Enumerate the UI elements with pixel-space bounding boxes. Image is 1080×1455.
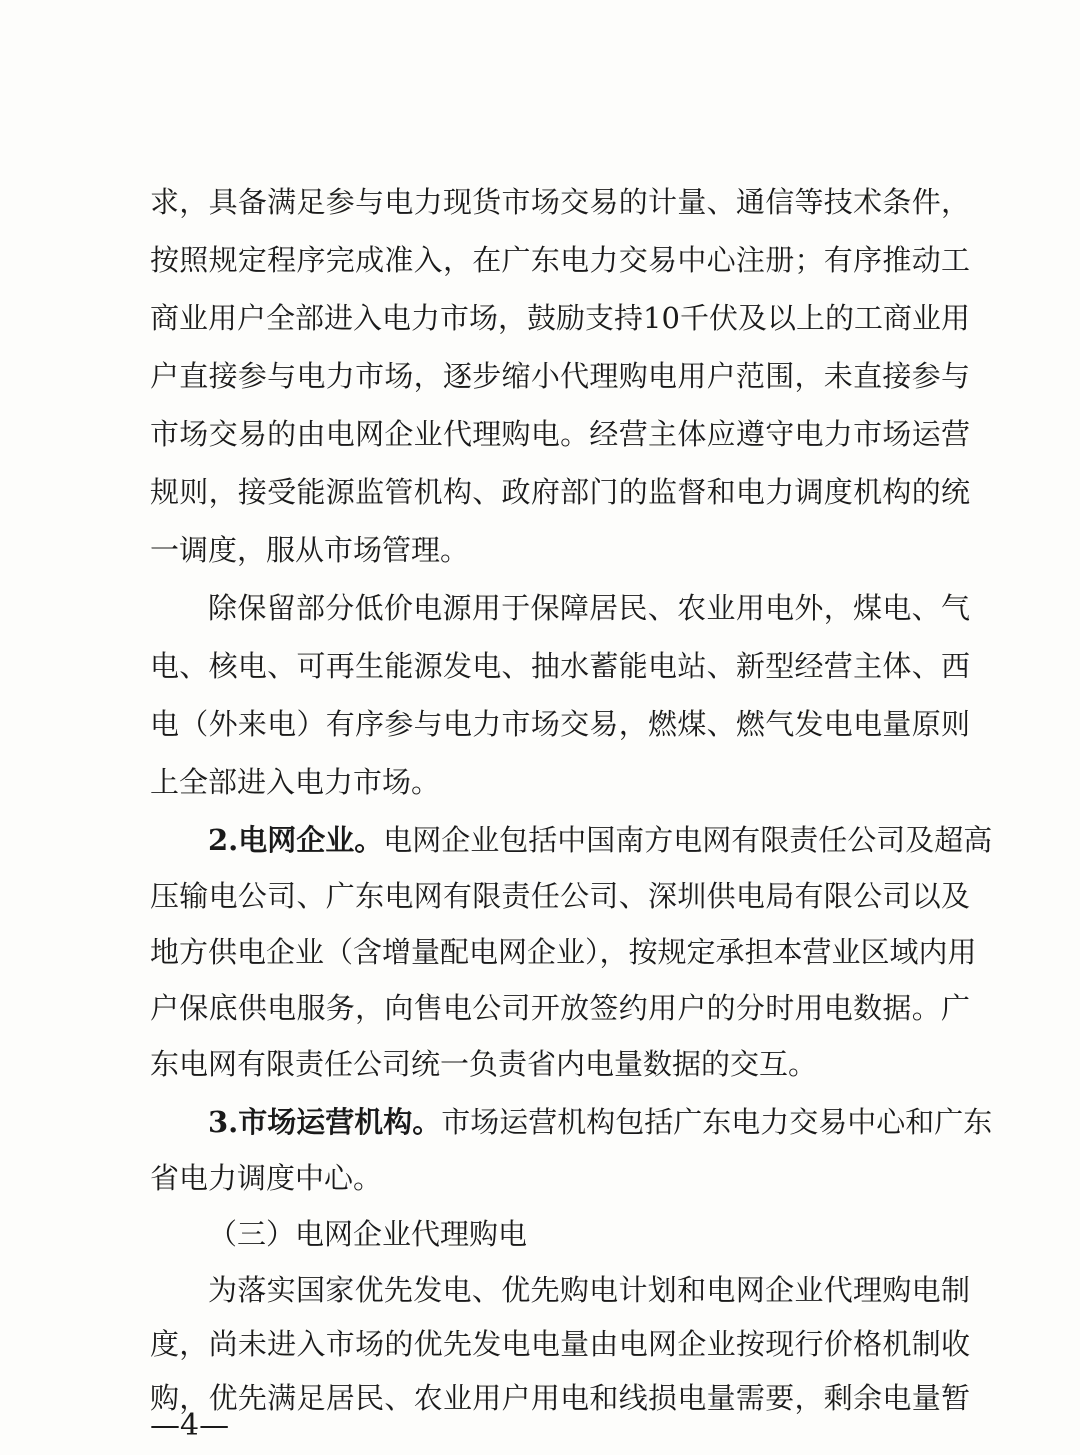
text-line: 度，尚未进入市场的优先发电电量由电网企业按现行价格机制收 bbox=[150, 1327, 970, 1361]
text-line: 地方供电企业（含增量配电网企业），按规定承担本营业区域内用 bbox=[150, 935, 977, 969]
text-line: 户直接参与电力市场，逐步缩小代理购电用户范围，未直接参与 bbox=[150, 359, 970, 393]
text-line: 求，具备满足参与电力现货市场交易的计量、通信等技术条件， bbox=[150, 185, 970, 219]
text-line: 压输电公司、广东电网有限责任公司、深圳供电局有限公司以及 bbox=[150, 879, 970, 913]
text-line: 电（外来电）有序参与电力市场交易，燃煤、燃气发电电量原则 bbox=[150, 707, 970, 741]
text-line: 户保底供电服务，向售电公司开放签约用户的分时用电数据。广 bbox=[150, 991, 970, 1025]
paragraph-first-line bbox=[208, 1100, 993, 1144]
heading-market-operator: 3.市场运营机构。 bbox=[208, 1105, 442, 1139]
text-line: 按照规定程序完成准入，在广东电力交易中心注册；有序推动工 bbox=[150, 243, 970, 277]
text-line: 一调度，服从市场管理。 bbox=[150, 533, 470, 567]
text-line: 购，优先满足居民、农业用户用电和线损电量需要，剩余电量暂 bbox=[150, 1381, 970, 1415]
paragraph-text: 市场运营机构包括广东电力交易中心和广东 bbox=[441, 1105, 993, 1139]
heading-grid-enterprise: 2.电网企业。 bbox=[208, 823, 384, 857]
page-number: —4— bbox=[150, 1408, 230, 1443]
text-line: 省电力调度中心。 bbox=[150, 1161, 383, 1195]
paragraph-first-line: 除保留部分低价电源用于保障居民、农业用电外，煤电、气 bbox=[208, 591, 970, 625]
text-line: 上全部进入电力市场。 bbox=[150, 765, 441, 799]
text-line: 电、核电、可再生能源发电、抽水蓄能电站、新型经营主体、西 bbox=[150, 649, 970, 683]
paragraph-first-line bbox=[208, 818, 993, 862]
text-line: 东电网有限责任公司统一负责省内电量数据的交互。 bbox=[150, 1047, 818, 1081]
text-line: 商业用户全部进入电力市场，鼓励支持10千伏及以上的工商业用 bbox=[150, 301, 970, 335]
paragraph-text: 电网企业包括中国南方电网有限责任公司及超高 bbox=[383, 823, 993, 857]
text-line: 规则，接受能源监管机构、政府部门的监督和电力调度机构的统 bbox=[150, 475, 970, 509]
section-heading: （三）电网企业代理购电 bbox=[208, 1217, 528, 1251]
paragraph-first-line: 为落实国家优先发电、优先购电计划和电网企业代理购电制 bbox=[208, 1273, 970, 1307]
text-line: 市场交易的由电网企业代理购电。经营主体应遵守电力市场运营 bbox=[150, 417, 970, 451]
